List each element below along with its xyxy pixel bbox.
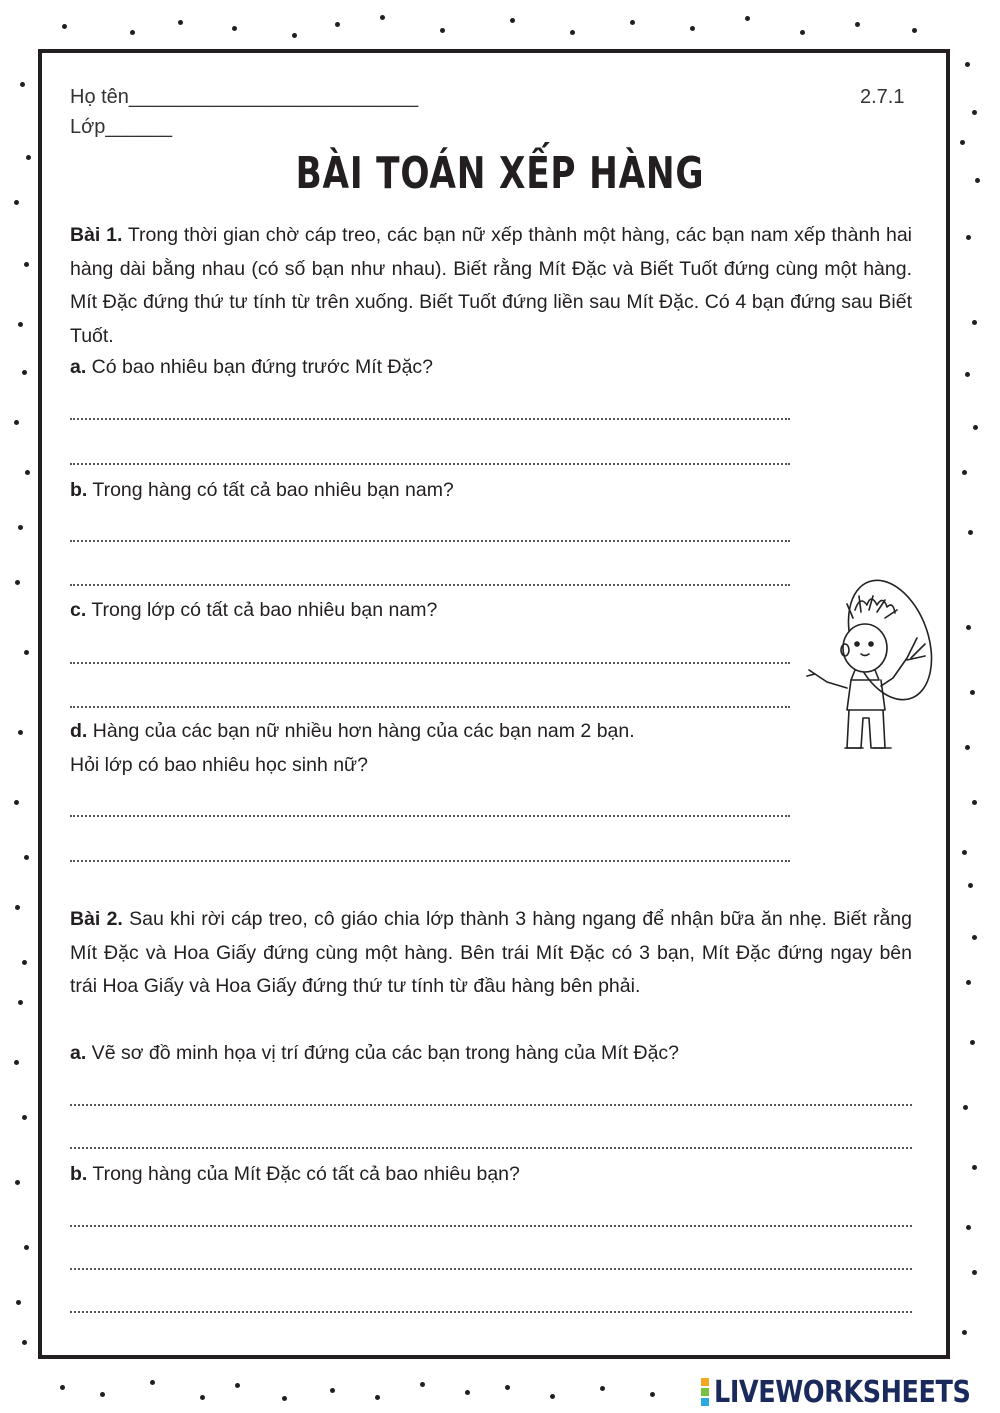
answer-line[interactable] xyxy=(70,584,790,586)
bai1-label: Bài 1. xyxy=(70,224,123,246)
bai1-text: Trong thời gian chờ cáp treo, các bạn nữ xếp thành một hàng, các bạn nam xếp thành hai hàng dài bằng nhau (có số bạn như nhau). Biết rằng Mít Đặc và Biết Tuốt đứng cùng một hàng. Mít Đặc đứng thứ tư tính từ trên xuống. Biết Tuốt đứng liền sau Mít Đặc. Có 4 bạn đứng sau Biết Tuốt. xyxy=(70,224,912,347)
name-field-label: Họ tên__________________________ xyxy=(70,86,419,108)
bai1-question-b: b. Trong hàng có tất cả bao nhiêu bạn nam? xyxy=(70,479,454,501)
bai1-prompt xyxy=(70,219,912,353)
class-field-label: Lớp______ xyxy=(70,116,173,138)
answer-line[interactable] xyxy=(70,1225,912,1227)
worksheet-code: 2.7.1 xyxy=(860,86,905,108)
answer-line[interactable] xyxy=(70,1104,912,1106)
answer-line[interactable] xyxy=(70,815,790,817)
bai2-text: Sau khi rời cáp treo, cô giáo chia lớp thành 3 hàng ngang để nhận bữa ăn nhẹ. Biết rằng Mít Đặc và Hoa Giấy đứng cùng một hàng. Bên trái Mít Đặc có 3 bạn, Mít Đặc đứng ngay bên trái Hoa Giấy và Hoa Giấy đứng thứ tư tính từ đầu hàng bên phải. xyxy=(70,908,912,997)
bai1-question-c: c. Trong lớp có tất cả bao nhiêu bạn nam? xyxy=(70,599,438,621)
answer-line[interactable] xyxy=(70,706,790,708)
bai2-label: Bài 2. xyxy=(70,908,123,930)
bai1-question-d: d. Hàng của các bạn nữ nhiều hơn hàng của các bạn nam 2 bạn. xyxy=(70,720,635,742)
liveworksheets-brand: LIVEWORKSHEETS xyxy=(714,1374,971,1410)
bai1-question-a: a. Có bao nhiêu bạn đứng trước Mít Đặc? xyxy=(70,356,434,378)
bai2-question-a: a. Vẽ sơ đồ minh họa vị trí đứng của các bạn trong hàng của Mít Đặc? xyxy=(70,1042,680,1064)
answer-line[interactable] xyxy=(70,860,790,862)
liveworksheets-logo-icon xyxy=(700,1377,710,1407)
answer-line[interactable] xyxy=(70,418,790,420)
answer-line[interactable] xyxy=(70,1268,912,1270)
bai1-question-d-line2: Hỏi lớp có bao nhiêu học sinh nữ? xyxy=(70,754,368,776)
answer-line[interactable] xyxy=(70,540,790,542)
bai2-question-b: b. Trong hàng của Mít Đặc có tất cả bao nhiêu bạn? xyxy=(70,1163,520,1185)
answer-line[interactable] xyxy=(70,1311,912,1313)
liveworksheets-logo[interactable] xyxy=(700,1374,1000,1410)
bai2-prompt xyxy=(70,903,912,1004)
answer-line[interactable] xyxy=(70,1147,912,1149)
answer-line[interactable] xyxy=(70,463,790,465)
page-title: BÀI TOÁN XẾP HÀNG xyxy=(295,148,705,199)
answer-line[interactable] xyxy=(70,662,790,664)
boy-with-hat-illustration xyxy=(795,570,940,755)
